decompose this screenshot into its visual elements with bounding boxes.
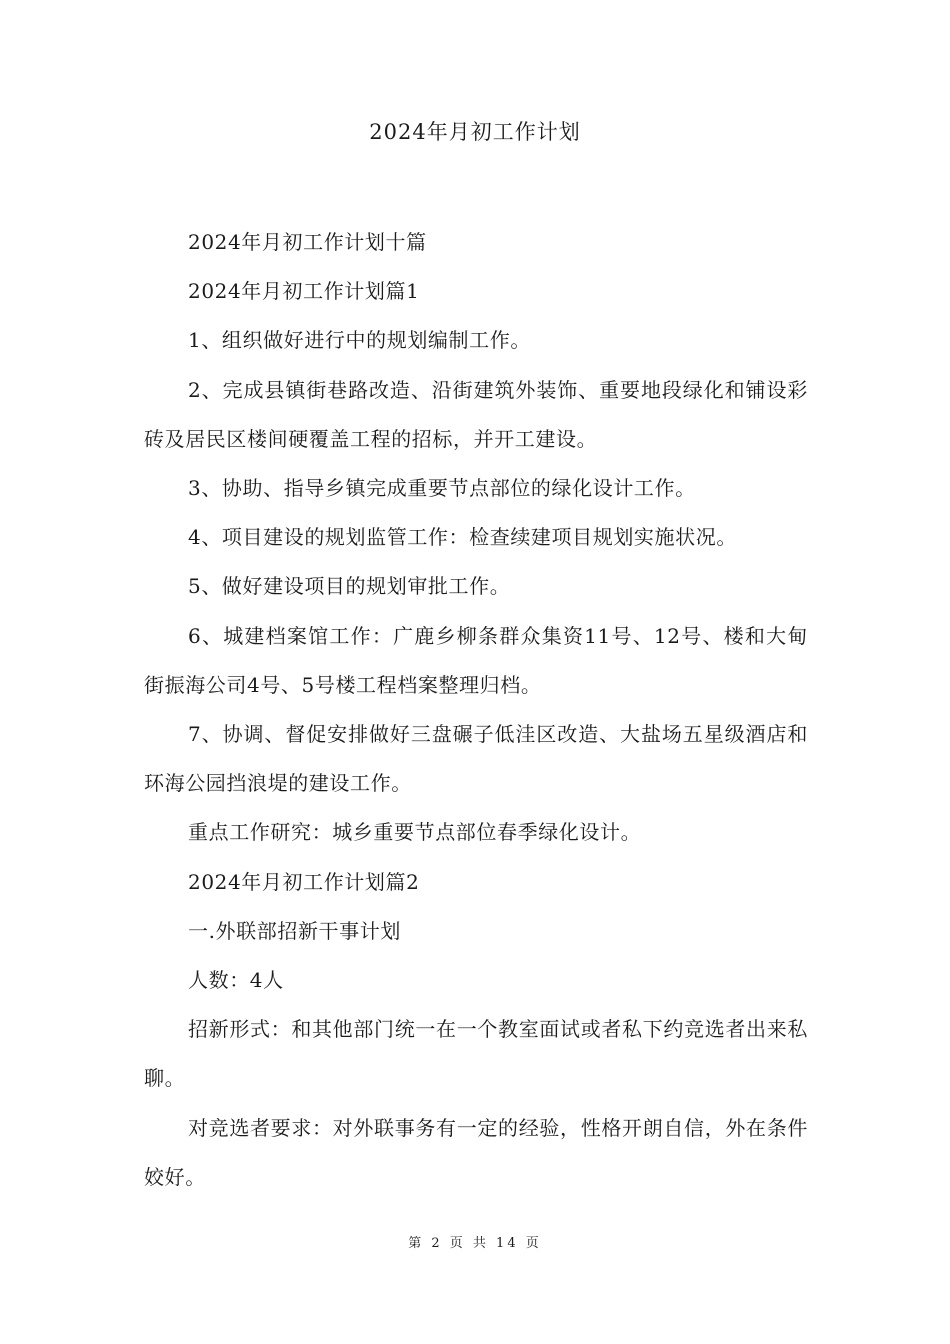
document-body [144,218,808,1202]
page-footer: 第 2 页 共 14 页 [408,1236,542,1251]
document-title: 2024年月初工作计划 [369,120,581,144]
paragraph: 人数：4人 [188,968,284,993]
paragraph: 7、协调、督促安排做好三盘碾子低洼区改造、大盐场五星级酒店和环海公园挡浪堤的建设工作。 [144,722,808,796]
paragraph: 招新形式：和其他部门统一在一个教室面试或者私下约竞选者出来私聊。 [144,1017,808,1091]
paragraph: 2024年月初工作计划篇1 [188,279,420,304]
paragraph: 3、协助、指导乡镇完成重要节点部位的绿化设计工作。 [188,476,696,501]
paragraph: 重点工作研究：城乡重要节点部位春季绿化设计。 [188,820,642,845]
paragraph: 2024年月初工作计划十篇 [188,230,427,254]
paragraph: 4、项目建设的规划监管工作：检查续建项目规划实施状况。 [188,525,737,550]
paragraph: 2024年月初工作计划篇2 [188,869,420,894]
paragraph: 5、做好建设项目的规划审批工作。 [188,574,511,599]
paragraph: 6、城建档案馆工作：广鹿乡柳条群众集资11号、12号、楼和大甸街振海公司4号、5号楼工程档案整理归档。 [144,623,808,697]
paragraph: 一.外联部招新干事计划 [188,918,401,943]
paragraph: 2、完成县镇街巷路改造、沿街建筑外装饰、重要地段绿化和铺设彩砖及居民区楼间硬覆盖工程的招标，并开工建设。 [144,377,808,451]
paragraph: 对竞选者要求：对外联事务有一定的经验，性格开朗自信，外在条件姣好。 [144,1115,808,1189]
paragraph: 1、组织做好进行中的规划编制工作。 [188,328,531,353]
